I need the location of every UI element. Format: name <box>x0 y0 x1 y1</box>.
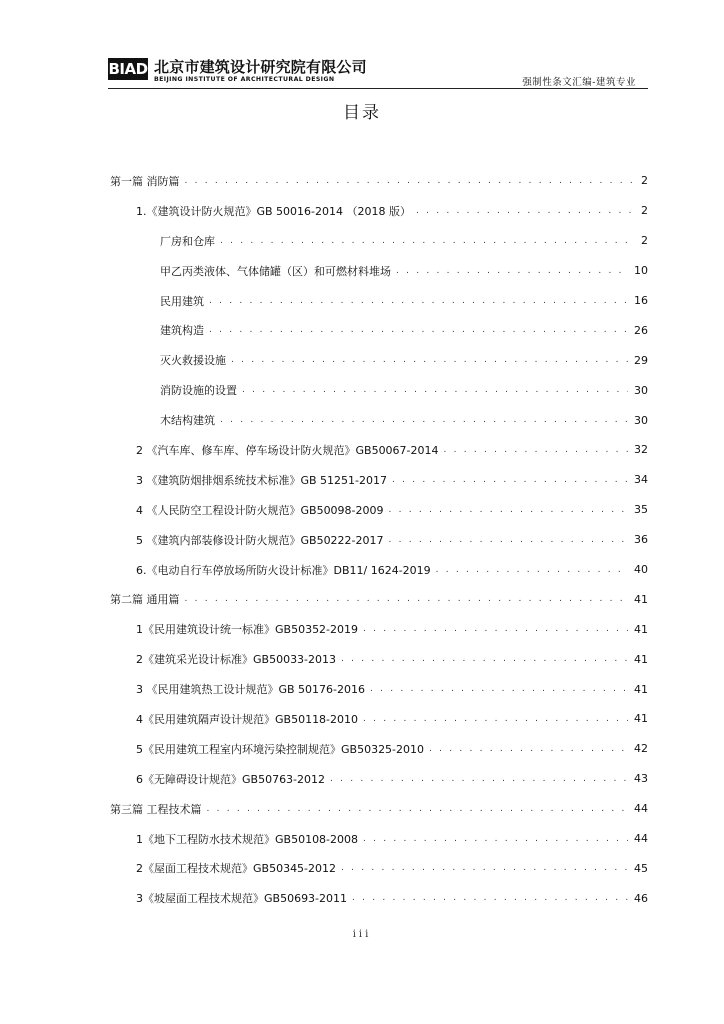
organization-name-cn: 北京市建筑设计研究院有限公司 <box>154 58 367 76</box>
toc-leader-dots <box>185 175 633 187</box>
toc-leader-dots <box>207 803 629 815</box>
toc-entry-page: 41 <box>634 682 648 696</box>
toc-entry[interactable] <box>110 883 648 913</box>
toc-entry[interactable] <box>110 405 648 435</box>
toc-entry[interactable] <box>110 704 648 734</box>
toc-entry-label: 第二篇 通用篇 <box>110 593 180 607</box>
toc-entry-page: 26 <box>634 323 648 337</box>
toc-leader-dots <box>185 593 629 605</box>
toc-entry-label: 木结构建筑 <box>160 414 215 428</box>
toc-entry-page: 2 <box>641 204 648 218</box>
document-title: 强制性条文汇编-建筑专业 <box>522 77 636 88</box>
toc-entry-page: 29 <box>634 353 648 367</box>
toc-entry[interactable] <box>110 465 648 495</box>
toc-entry-label: 2《屋面工程技术规范》GB50345-2012 <box>136 862 337 876</box>
toc-leader-dots <box>444 444 628 456</box>
toc-entry-page: 41 <box>634 592 648 606</box>
toc-entry-page: 45 <box>634 861 648 875</box>
toc-entry[interactable] <box>110 584 648 614</box>
toc-entry-label: 3《坡屋面工程技术规范》GB50693-2011 <box>136 892 348 906</box>
toc-entry-page: 42 <box>634 742 648 756</box>
toc-entry-label: 3 《建筑防烟排烟系统技术标准》GB 51251-2017 <box>136 473 388 487</box>
toc-leader-dots <box>341 653 628 665</box>
toc-entry-page: 41 <box>634 712 648 726</box>
toc-entry[interactable] <box>110 315 648 345</box>
toc-entry-page: 30 <box>634 413 648 427</box>
toc-leader-dots <box>341 862 628 874</box>
toc-entry-label: 4《民用建筑隔声设计规范》GB50118-2010 <box>136 712 359 726</box>
toc-leader-dots <box>396 265 628 277</box>
toc-entry-page: 2 <box>641 174 648 188</box>
toc-entry-label: 3 《民用建筑热工设计规范》GB 50176-2016 <box>136 683 366 697</box>
toc-leader-dots <box>242 384 628 396</box>
toc-leader-dots <box>389 504 628 516</box>
toc-entry-label: 民用建筑 <box>160 294 204 308</box>
table-of-contents <box>110 166 648 913</box>
toc-entry-page: 44 <box>634 832 648 846</box>
toc-entry[interactable] <box>110 644 648 674</box>
toc-entry-label: 2 《汽车库、修车库、停车场设计防火规范》GB50067-2014 <box>136 443 439 457</box>
toc-entry[interactable] <box>110 345 648 375</box>
toc-leader-dots <box>220 235 632 247</box>
toc-entry-label: 第三篇 工程技术篇 <box>110 802 202 816</box>
toc-entry-label: 灭火救援设施 <box>160 354 226 368</box>
toc-entry[interactable] <box>110 196 648 226</box>
toc-entry[interactable] <box>110 824 648 854</box>
toc-entry-label: 甲乙丙类液体、气体储罐（区）和可燃材料堆场 <box>160 264 391 278</box>
toc-entry-page: 40 <box>634 563 648 577</box>
toc-entry-label: 4 《人民防空工程设计防火规范》GB50098-2009 <box>136 503 384 517</box>
toc-entry[interactable] <box>110 375 648 405</box>
toc-entry-page: 41 <box>634 622 648 636</box>
toc-entry[interactable] <box>110 525 648 555</box>
toc-entry-page: 34 <box>634 473 648 487</box>
toc-entry-label: 2《建筑采光设计标准》GB50033-2013 <box>136 653 337 667</box>
page-header <box>108 50 648 90</box>
toc-entry-page: 36 <box>634 533 648 547</box>
page-number: iii <box>352 929 372 940</box>
toc-entry[interactable] <box>110 794 648 824</box>
toc-entry-page: 44 <box>634 802 648 816</box>
toc-leader-dots <box>231 354 628 366</box>
toc-leader-dots <box>330 773 628 785</box>
toc-entry[interactable] <box>110 614 648 644</box>
toc-entry-label: 6.《电动自行车停放场所防火设计标准》DB11/ 1624-2019 <box>136 563 431 577</box>
page-title: 目录 <box>343 103 381 123</box>
toc-entry-page: 41 <box>634 652 648 666</box>
toc-entry-page: 10 <box>634 264 648 278</box>
toc-leader-dots <box>363 623 628 635</box>
toc-entry[interactable] <box>110 764 648 794</box>
toc-entry[interactable] <box>110 555 648 585</box>
toc-entry[interactable] <box>110 256 648 286</box>
toc-entry[interactable] <box>110 226 648 256</box>
toc-entry-label: 1《民用建筑设计统一标准》GB50352-2019 <box>136 623 359 637</box>
toc-leader-dots <box>363 833 628 845</box>
toc-leader-dots <box>429 743 628 755</box>
toc-entry-page: 16 <box>634 294 648 307</box>
toc-entry-label: 第一篇 消防篇 <box>110 174 180 188</box>
toc-entry-page: 2 <box>641 234 648 248</box>
toc-entry[interactable] <box>110 734 648 764</box>
toc-leader-dots <box>436 564 628 576</box>
toc-entry-page: 46 <box>634 891 648 905</box>
toc-entry-label: 1《地下工程防水技术规范》GB50108-2008 <box>136 832 359 846</box>
organization-name-en: BEIJING INSTITUTE OF ARCHITECTURAL DESIGN <box>154 76 335 83</box>
toc-entry[interactable] <box>110 286 648 316</box>
toc-entry-label: 1.《建筑设计防火规范》GB 50016-2014 （2018 版） <box>136 204 412 218</box>
toc-leader-dots <box>389 534 628 546</box>
toc-leader-dots <box>370 683 628 695</box>
toc-entry-label: 建筑构造 <box>160 324 204 338</box>
toc-entry[interactable] <box>110 674 648 704</box>
toc-entry-page: 32 <box>634 443 648 457</box>
toc-entry-label: 5 《建筑内部装修设计防火规范》GB50222-2017 <box>136 533 384 547</box>
toc-entry[interactable] <box>110 853 648 883</box>
toc-entry-page: 35 <box>634 503 648 517</box>
header-divider <box>108 88 648 89</box>
toc-entry-page: 30 <box>634 383 648 397</box>
biad-logo: BIAD <box>108 60 148 78</box>
toc-entry-label: 厂房和仓库 <box>160 234 215 248</box>
toc-leader-dots <box>352 892 628 904</box>
toc-leader-dots <box>392 474 628 486</box>
toc-leader-dots <box>209 295 628 307</box>
toc-entry-label: 6《无障碍设计规范》GB50763-2012 <box>136 772 326 786</box>
toc-entry[interactable] <box>110 166 648 196</box>
toc-leader-dots <box>220 414 628 426</box>
toc-leader-dots <box>416 205 632 217</box>
toc-entry[interactable] <box>110 495 648 525</box>
toc-entry-label: 5《民用建筑工程室内环境污染控制规范》GB50325-2010 <box>136 742 425 756</box>
toc-leader-dots <box>363 713 628 725</box>
toc-entry-page: 43 <box>634 772 648 786</box>
toc-leader-dots <box>209 324 628 336</box>
toc-entry-label: 消防设施的设置 <box>160 384 237 398</box>
toc-entry[interactable] <box>110 435 648 465</box>
